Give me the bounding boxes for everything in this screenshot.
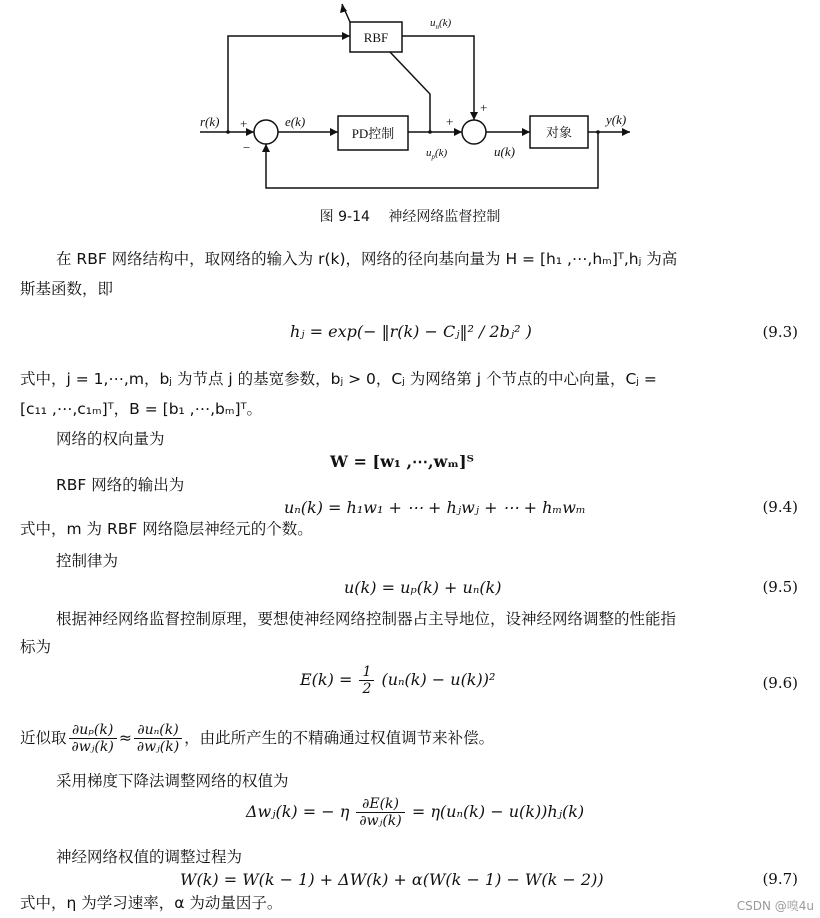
p8-f1-numerator: ∂uₚ(k) [69,722,117,739]
paragraph-7a: 根据神经网络监督控制原理，要想使神经网络控制器占主导地位，设神经网络调整的性能指 [56,610,677,628]
equation-weight-update [246,796,584,829]
equation-number-9-3: (9.3) [762,323,798,341]
signal-up-arg: (k) [435,147,448,159]
p8-fraction-2 [134,722,182,755]
equation-number-9-5: (9.5) [762,578,798,596]
watermark: CSDN @嗅4u [736,899,814,913]
sum-junction-1 [254,120,278,144]
paragraph-11: 式中，η 为学习速率，α 为动量因子。 [20,894,283,912]
paragraph-9: 采用梯度下降法调整网络的权值为 [56,772,289,790]
eq96-numerator: 1 [359,664,374,681]
eqdw-numerator: ∂E(k) [356,796,404,813]
eqdw-denominator: ∂wⱼ(k) [359,813,402,829]
paragraph-10: 神经网络权值的调整过程为 [56,848,243,866]
signal-un-sub: n [435,23,439,31]
p8-fraction-1 [69,722,117,755]
equation-number-9-6: (9.6) [762,674,798,692]
p8-f2-numerator: ∂uₙ(k) [134,722,182,739]
eqdw-lhs: Δwⱼ(k) = − η [246,802,350,821]
eqdw-fraction [356,796,404,829]
p8-prefix: 近似取 [20,729,67,747]
minus-sign-1: − [243,140,251,155]
paragraph-1b: 斯基函数，即 [20,280,114,298]
equation-9-7: W(k) = W(k − 1) + ΔW(k) + α(W(k − 1) − W(k − 2)) [180,870,604,889]
signal-e-label: e(k) [285,114,306,129]
equation-number-9-7: (9.7) [762,870,798,888]
signal-up-sub: p [431,153,435,161]
control-block-diagram [0,0,820,200]
paragraph-2a: 式中，j = 1,⋯,m，bⱼ 为节点 j 的基宽参数，bⱼ > 0，Cⱼ 为网络第 j 个节点的中心向量，Cⱼ = [20,370,657,388]
p8-f2-denominator: ∂wⱼ(k) [136,739,180,755]
equation-9-6 [300,664,495,697]
svg-text:un(k) [430,17,452,31]
paragraph-2b: [c₁₁ ,⋯,c₁ₘ]ᵀ，B = [b₁ ,⋯,bₘ]ᵀ。 [20,400,263,418]
equation-number-9-4: (9.4) [762,498,798,516]
rbf-label: RBF [363,30,389,45]
eq96-lhs: E(k) = [300,670,353,689]
eq96-rhs: (uₙ(k) − u(k))² [381,670,496,689]
paragraph-3: 网络的权向量为 [56,430,165,448]
eq96-fraction [359,664,374,697]
eq96-denominator: 2 [362,681,372,697]
equation-9-5: u(k) = uₚ(k) + uₙ(k) [344,578,502,597]
eqdw-rhs: = η(uₙ(k) − u(k))hⱼ(k) [411,802,585,821]
signal-r-label: r(k) [200,114,220,129]
signal-u-label: u(k) [494,144,515,159]
sum-junction-2 [462,120,486,144]
equation-weight-vector: W = [w₁ ,⋯,wₘ]ᵀ [330,452,474,471]
figure-caption: 图 9-14 神经网络监督控制 [319,209,501,225]
svg-text:up(k) [426,147,448,161]
plus-sign-3: + [480,100,488,115]
signal-un-label: u [430,17,436,29]
paragraph-1a: 在 RBF 网络结构中，取网络的输入为 r(k)，网络的径向基向量为 H = [h₁ ,⋯,hₘ]ᵀ,hⱼ 为高 [56,250,678,268]
equation-9-3: hⱼ = exp(− ‖r(k) − Cⱼ‖² / 2bⱼ² ) [290,322,532,341]
paragraph-7b: 标为 [20,638,52,656]
paragraph-4: RBF 网络的输出为 [56,476,185,494]
paragraph-8 [20,722,494,755]
plus-sign-2: + [446,114,454,129]
pd-label: PD控制 [351,126,395,141]
p8-suffix: ，由此所产生的不精确通过权值调节来补偿。 [184,729,495,747]
p8-approx-sign: ≈ [118,729,132,747]
signal-up-label: u [426,147,432,159]
signal-un-arg: (k) [439,17,452,29]
plant-label: 对象 [545,125,573,140]
equation-9-4: uₙ(k) = h₁w₁ + ⋯ + hⱼwⱼ + ⋯ + hₘwₘ [284,498,586,517]
paragraph-6: 控制律为 [56,552,119,570]
p8-f1-denominator: ∂wⱼ(k) [71,739,114,755]
paragraph-5: 式中，m 为 RBF 网络隐层神经元的个数。 [20,520,313,538]
plus-sign-1: + [240,116,248,131]
signal-y-label: y(k) [606,112,627,127]
